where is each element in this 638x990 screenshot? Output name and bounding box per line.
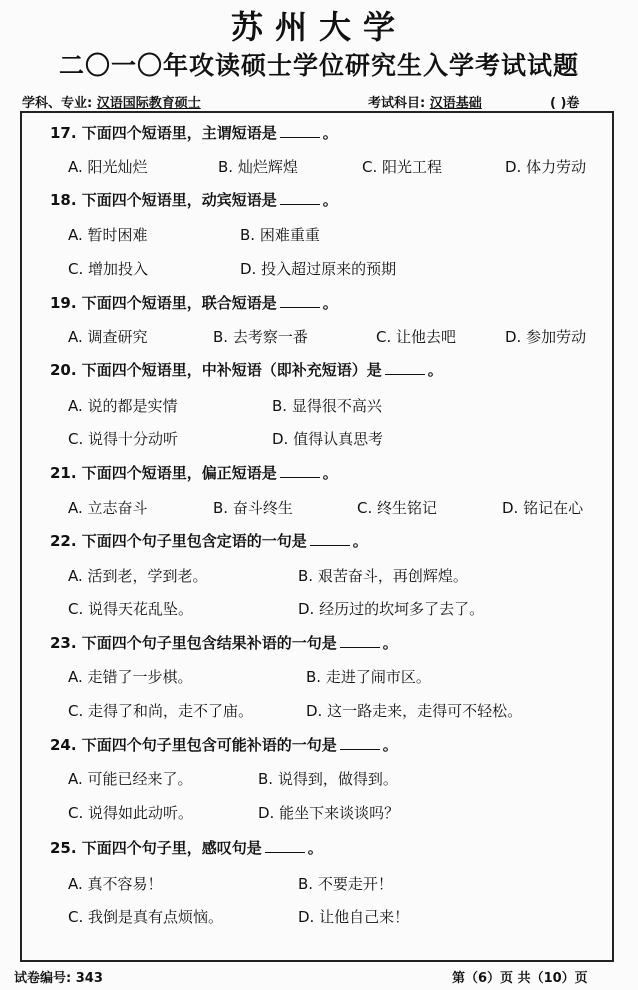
question-stem: 24. 下面四个句子里包含可能补语的一句是	[50, 736, 337, 754]
question-stem: 19. 下面四个短语里，联合短语是	[50, 294, 277, 312]
option-23b: B. 走进了闹市区。	[306, 668, 431, 686]
paper-number: 试卷编号: 343	[14, 971, 103, 986]
question-stem: 18. 下面四个短语里，动宾短语是	[50, 191, 277, 209]
option-21c: C. 终生铭记	[357, 499, 438, 517]
option-24d: D. 能坐下来谈谈吗？	[258, 804, 400, 822]
option-17c: C. 阳光工程	[362, 158, 443, 176]
question-end: 。	[322, 124, 338, 142]
option-22d: D. 经历过的坎坷多了去了。	[298, 600, 485, 618]
question-end: 。	[322, 464, 338, 482]
answer-blank	[340, 735, 380, 750]
question-end: 。	[382, 634, 398, 652]
question-19	[50, 292, 338, 313]
option-25d: D. 让他自己来！	[298, 908, 410, 926]
option-18c: C. 增加投入	[68, 260, 149, 278]
option-25a: A. 真不容易！	[68, 875, 163, 893]
option-17d: D. 体力劳动	[505, 158, 587, 176]
question-end: 。	[322, 191, 338, 209]
option-21a: A. 立志奋斗	[68, 499, 148, 517]
option-22a: A. 活到老，学到老。	[68, 567, 208, 585]
question-stem: 23. 下面四个句子里包含结果补语的一句是	[50, 634, 337, 652]
option-17b: B. 灿烂辉煌	[218, 158, 298, 176]
question-stem: 21. 下面四个短语里，偏正短语是	[50, 464, 277, 482]
option-19d: D. 参加劳动	[505, 328, 587, 346]
option-23c: C. 走得了和尚，走不了庙。	[68, 702, 254, 720]
answer-blank	[310, 531, 350, 546]
question-end: 。	[382, 736, 398, 754]
option-24b: B. 说得到，做得到。	[258, 770, 398, 788]
exam-title: 二〇一〇年攻读硕士学位研究生入学考试试题	[58, 51, 579, 80]
answer-blank	[280, 463, 320, 478]
university-name: 苏州大学	[230, 8, 407, 46]
answer-blank	[280, 123, 320, 138]
subject-value: 汉语国际教育硕士	[96, 96, 201, 111]
question-21	[50, 462, 338, 483]
answer-blank	[280, 190, 320, 205]
question-end: 。	[352, 532, 368, 550]
question-end: 。	[307, 839, 323, 857]
question-24	[50, 734, 398, 755]
answer-blank	[385, 360, 425, 375]
option-22c: C. 说得天花乱坠。	[68, 600, 194, 618]
option-20d: D. 值得认真思考	[272, 430, 384, 448]
option-23d: D. 这一路走来，走得可不轻松。	[306, 702, 523, 720]
subject-line	[22, 92, 201, 111]
question-17	[50, 122, 338, 143]
option-24c: C. 说得如此动听。	[68, 804, 194, 822]
question-stem: 22. 下面四个句子里包含定语的一句是	[50, 532, 307, 550]
option-25b: B. 不要走开！	[298, 875, 393, 893]
question-20	[50, 359, 443, 380]
option-20a: A. 说的都是实情	[68, 397, 178, 415]
course-label: 考试科目:	[368, 96, 426, 111]
option-18d: D. 投入超过原来的预期	[240, 260, 397, 278]
question-end: 。	[427, 361, 443, 379]
option-19a: A. 调查研究	[68, 328, 148, 346]
question-stem: 25. 下面四个句子里，感叹句是	[50, 839, 262, 857]
question-22	[50, 530, 368, 551]
answer-blank	[340, 633, 380, 648]
course-line	[368, 92, 482, 111]
question-end: 。	[322, 294, 338, 312]
option-17a: A. 阳光灿烂	[68, 158, 148, 176]
option-25c: C. 我倒是真有点烦恼。	[68, 908, 224, 926]
question-23	[50, 632, 398, 653]
paper-type: ( )卷	[550, 96, 580, 111]
option-18a: A. 暂时困难	[68, 226, 148, 244]
option-22b: B. 艰苦奋斗，再创辉煌。	[298, 567, 468, 585]
option-20b: B. 显得很不高兴	[272, 397, 382, 415]
option-19c: C. 让他去吧	[376, 328, 457, 346]
option-19b: B. 去考察一番	[213, 328, 308, 346]
option-23a: A. 走错了一步棋。	[68, 668, 193, 686]
option-18b: B. 困难重重	[240, 226, 320, 244]
option-21d: D. 铭记在心	[502, 499, 584, 517]
option-20c: C. 说得十分动听	[68, 430, 179, 448]
question-18	[50, 189, 338, 210]
option-24a: A. 可能已经来了。	[68, 770, 193, 788]
page-indicator: 第（6）页 共（10）页	[452, 971, 588, 986]
answer-blank	[280, 293, 320, 308]
subject-label: 学科、专业:	[22, 96, 93, 111]
question-stem: 17. 下面四个短语里，主谓短语是	[50, 124, 277, 142]
course-value: 汉语基础	[429, 96, 482, 111]
option-21b: B. 奋斗终生	[213, 499, 293, 517]
question-25	[50, 837, 323, 858]
answer-blank	[265, 838, 305, 853]
question-stem: 20. 下面四个短语里，中补短语（即补充短语）是	[50, 361, 382, 379]
